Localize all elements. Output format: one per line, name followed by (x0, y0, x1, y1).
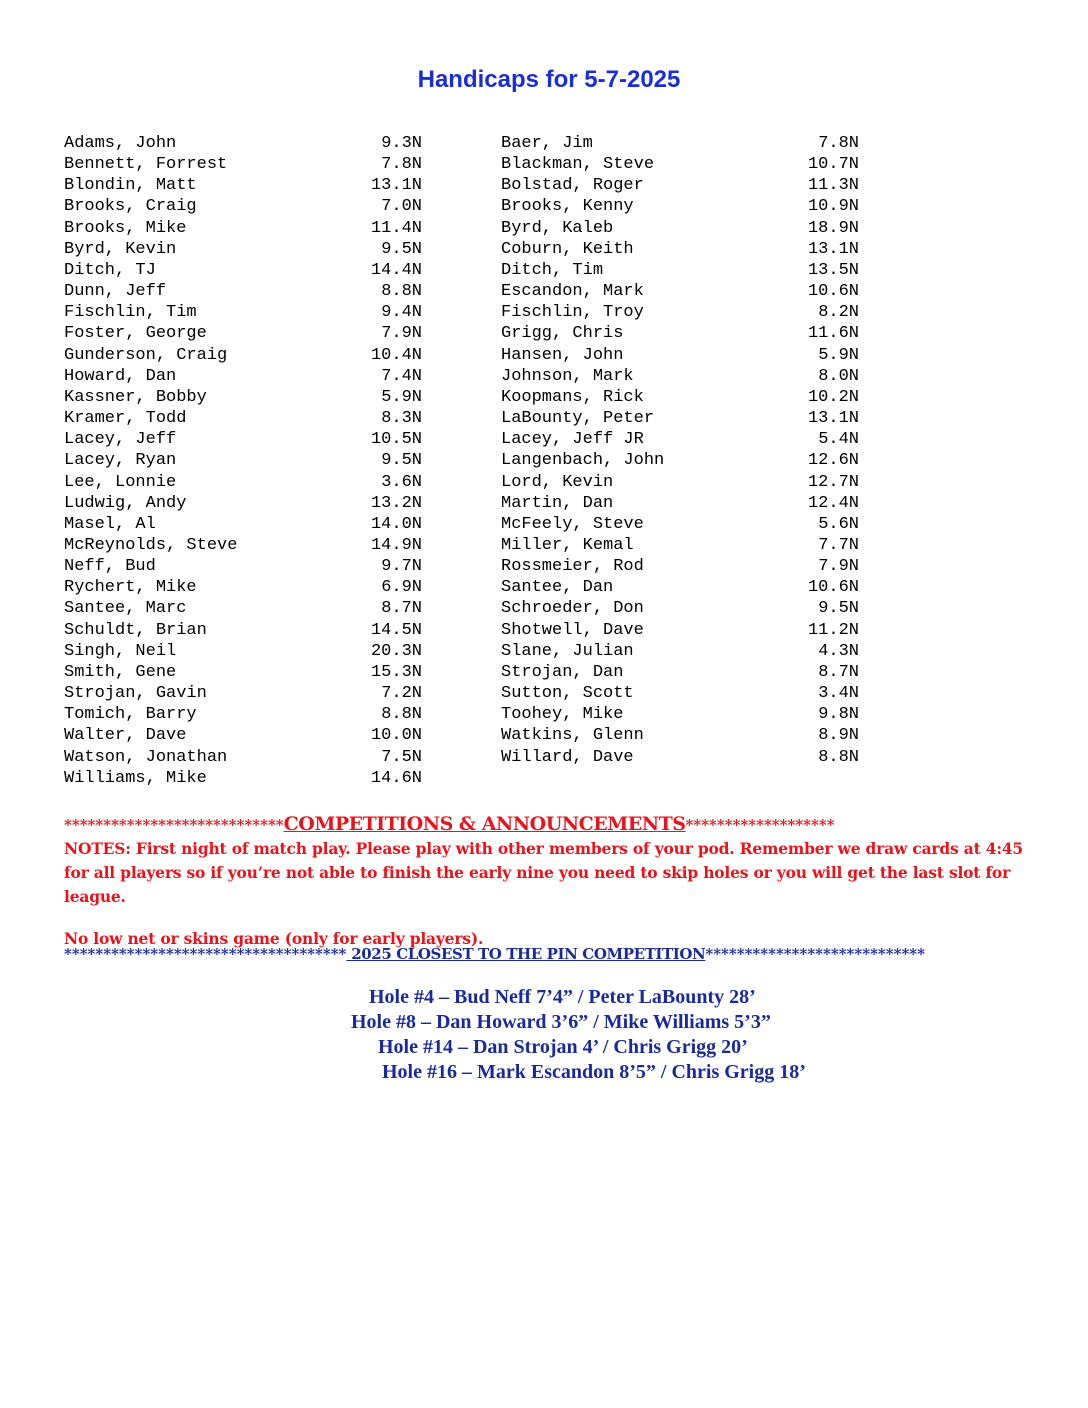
handicap-row (64, 598, 422, 619)
handicap-row (501, 281, 859, 302)
ctp-hole-16: Hole #16 – Mark Escandon 8’5” / Chris Grigg 18’ (382, 1061, 806, 1083)
player-handicap: 13.1N (807, 409, 859, 429)
player-name: Brooks, Mike (64, 218, 187, 238)
handicap-row (64, 366, 422, 387)
player-handicap: 14.0N (370, 514, 422, 534)
player-handicap: 10.2N (807, 387, 859, 407)
handicap-row (501, 577, 859, 598)
player-handicap: 10.9N (807, 197, 859, 217)
player-handicap: 7.9N (381, 324, 422, 344)
player-name: Baer, Jim (501, 134, 593, 153)
handicap-row (64, 704, 422, 725)
player-name: Santee, Marc (64, 599, 187, 619)
handicap-row (501, 662, 859, 683)
player-handicap: 4.3N (818, 641, 859, 661)
player-name: McReynolds, Steve (64, 535, 238, 555)
player-handicap: 11.2N (807, 620, 859, 640)
handicap-row (64, 281, 422, 302)
handicap-row (64, 514, 422, 535)
player-handicap: 9.5N (381, 451, 422, 471)
player-name: Blondin, Matt (64, 176, 197, 196)
player-handicap: 13.1N (370, 176, 422, 196)
banner-stars-right: ******************* (685, 816, 835, 834)
player-handicap: 7.4N (381, 366, 422, 386)
handicap-row (64, 133, 422, 154)
page-title: Handicaps for 5-7-2025 (417, 66, 681, 93)
player-handicap: 20.3N (370, 641, 422, 661)
player-name: Blackman, Steve (501, 155, 655, 175)
player-handicap: 8.7N (818, 662, 859, 682)
handicap-row (501, 472, 859, 493)
player-handicap: 11.3N (807, 176, 859, 196)
player-name: Strojan, Gavin (64, 684, 207, 704)
handicap-row (64, 450, 422, 471)
handicap-row (64, 387, 422, 408)
player-handicap: 10.5N (370, 430, 422, 450)
handicap-row (64, 154, 422, 175)
player-handicap: 7.7N (818, 535, 859, 555)
player-name: Langenbach, John (501, 451, 665, 471)
handicap-row (501, 620, 859, 641)
ctp-banner (64, 942, 1054, 966)
player-handicap: 5.4N (818, 430, 859, 450)
player-name: Slane, Julian (501, 641, 634, 661)
player-handicap: 5.9N (381, 387, 422, 407)
handicap-row (501, 429, 859, 450)
player-handicap: 13.2N (370, 493, 422, 513)
player-handicap: 10.0N (370, 726, 422, 746)
player-handicap: 9.5N (818, 599, 859, 619)
player-name: Watson, Jonathan (64, 747, 228, 767)
player-name: Adams, John (64, 134, 177, 153)
player-name: Lord, Kevin (501, 472, 614, 492)
handicap-row (501, 239, 859, 260)
player-handicap: 8.7N (381, 599, 422, 619)
handicap-row (501, 366, 859, 387)
handicap-row (501, 302, 859, 323)
player-name: Fischlin, Tim (64, 303, 197, 323)
player-handicap: 3.4N (818, 684, 859, 704)
handicap-row (64, 768, 422, 789)
handicap-row (501, 493, 859, 514)
player-name: Bolstad, Roger (501, 176, 644, 196)
player-handicap: 9.3N (381, 134, 422, 153)
ctp-hole-8: Hole #8 – Dan Howard 3’6” / Mike Williams 5’3” (351, 1011, 771, 1033)
handicap-row (501, 598, 859, 619)
player-name: Coburn, Keith (501, 239, 634, 259)
handicap-row (64, 175, 422, 196)
handicap-row (501, 175, 859, 196)
player-name: Lee, Lonnie (64, 472, 177, 492)
player-handicap: 12.6N (807, 451, 859, 471)
handicap-row (501, 725, 859, 746)
handicap-list-right (501, 133, 859, 768)
handicap-row (64, 641, 422, 662)
player-handicap: 7.8N (818, 134, 859, 153)
player-handicap: 13.5N (807, 260, 859, 280)
handicap-row (501, 556, 859, 577)
player-handicap: 8.8N (381, 705, 422, 725)
player-name: Smith, Gene (64, 662, 177, 682)
handicap-row (64, 429, 422, 450)
handicap-row (64, 556, 422, 577)
player-name: Rychert, Mike (64, 578, 197, 598)
handicap-row (501, 345, 859, 366)
player-name: Rossmeier, Rod (501, 557, 644, 577)
handicap-row (64, 683, 422, 704)
player-name: Watkins, Glenn (501, 726, 644, 746)
handicap-row (501, 514, 859, 535)
player-name: Howard, Dan (64, 366, 177, 386)
player-name: Masel, Al (64, 514, 156, 534)
player-name: Byrd, Kaleb (501, 218, 614, 238)
handicap-row (64, 493, 422, 514)
handicap-row (501, 260, 859, 281)
ctp-hole-14: Hole #14 – Dan Strojan 4’ / Chris Grigg 20’ (378, 1036, 748, 1058)
player-name: Grigg, Chris (501, 324, 624, 344)
player-name: Gunderson, Craig (64, 345, 228, 365)
player-name: Dunn, Jeff (64, 282, 167, 302)
handicap-row (501, 154, 859, 175)
player-name: Ludwig, Andy (64, 493, 187, 513)
handicap-row (64, 218, 422, 239)
player-handicap: 15.3N (370, 662, 422, 682)
handicap-row (64, 196, 422, 217)
handicap-row (64, 577, 422, 598)
player-handicap: 8.8N (381, 282, 422, 302)
player-handicap: 7.9N (818, 557, 859, 577)
handicap-row (64, 260, 422, 281)
player-handicap: 9.5N (381, 239, 422, 259)
player-handicap: 8.9N (818, 726, 859, 746)
handicap-row (501, 133, 859, 154)
player-handicap: 9.7N (381, 557, 422, 577)
player-name: Williams, Mike (64, 768, 207, 788)
player-handicap: 7.5N (381, 747, 422, 767)
player-handicap: 18.9N (807, 218, 859, 238)
handicap-row (64, 662, 422, 683)
banner-stars-left: **************************** (64, 816, 284, 834)
player-handicap: 9.8N (818, 705, 859, 725)
player-name: Shotwell, Dave (501, 620, 644, 640)
player-handicap: 8.0N (818, 366, 859, 386)
player-handicap: 6.9N (381, 578, 422, 598)
handicap-row (64, 725, 422, 746)
player-handicap: 10.6N (807, 282, 859, 302)
handicap-list-left (64, 133, 422, 789)
player-name: Hansen, John (501, 345, 624, 365)
handicap-row (501, 408, 859, 429)
player-name: Foster, George (64, 324, 207, 344)
player-handicap: 12.7N (807, 472, 859, 492)
player-name: Toohey, Mike (501, 705, 624, 725)
player-name: Brooks, Kenny (501, 197, 634, 217)
player-name: Lacey, Jeff (64, 430, 177, 450)
player-handicap: 12.4N (807, 493, 859, 513)
handicap-row (64, 472, 422, 493)
no-low-net-note: No low net or skins game (only for early players). (64, 929, 484, 948)
player-name: Martin, Dan (501, 493, 614, 513)
player-name: Koopmans, Rick (501, 387, 644, 407)
player-handicap: 13.1N (807, 239, 859, 259)
player-handicap: 5.9N (818, 345, 859, 365)
player-name: Byrd, Kevin (64, 239, 177, 259)
handicap-row (501, 641, 859, 662)
player-handicap: 10.7N (807, 155, 859, 175)
player-name: Neff, Bud (64, 557, 156, 577)
handicap-row (64, 323, 422, 344)
player-name: Tomich, Barry (64, 705, 197, 725)
player-handicap: 9.4N (381, 303, 422, 323)
player-name: Johnson, Mark (501, 366, 634, 386)
player-handicap: 14.6N (370, 768, 422, 788)
notes-paragraph: NOTES: First night of match play. Please play with other members of your pod. Remember we draw cards at 4:45 for all players so if you’re not able to finish the early nine you need to skip holes or you will get the last slot for league. (64, 839, 1024, 906)
player-handicap: 8.8N (818, 747, 859, 767)
handicap-row (64, 345, 422, 366)
handicap-row (64, 747, 422, 768)
player-name: Ditch, Tim (501, 260, 604, 280)
player-name: Schuldt, Brian (64, 620, 207, 640)
player-name: Ditch, TJ (64, 260, 156, 280)
player-handicap: 5.6N (818, 514, 859, 534)
handicap-row (501, 450, 859, 471)
handicap-row (64, 535, 422, 556)
handicap-row (501, 535, 859, 556)
player-handicap: 11.4N (370, 218, 422, 238)
player-name: Lacey, Ryan (64, 451, 177, 471)
player-name: Brooks, Craig (64, 197, 197, 217)
player-handicap: 10.6N (807, 578, 859, 598)
ctp-stars-left: ************************************ (64, 945, 347, 963)
player-name: Kassner, Bobby (64, 387, 207, 407)
player-name: Kramer, Todd (64, 409, 187, 429)
handicap-row (501, 196, 859, 217)
player-name: Fischlin, Troy (501, 303, 644, 323)
player-name: Sutton, Scott (501, 684, 634, 704)
handicap-row (501, 704, 859, 725)
player-name: LaBounty, Peter (501, 409, 655, 429)
ctp-stars-right: **************************** (705, 945, 925, 963)
announcements-heading: COMPETITIONS & ANNOUNCEMENTS (283, 813, 686, 835)
player-name: Strojan, Dan (501, 662, 624, 682)
handicap-row (64, 302, 422, 323)
player-handicap: 14.9N (370, 535, 422, 555)
player-name: Schroeder, Don (501, 599, 644, 619)
player-handicap: 8.2N (818, 303, 859, 323)
player-handicap: 7.2N (381, 684, 422, 704)
player-name: Lacey, Jeff JR (501, 430, 644, 450)
handicap-row (64, 620, 422, 641)
player-name: Miller, Kemal (501, 535, 634, 555)
player-handicap: 8.3N (381, 409, 422, 429)
player-name: Santee, Dan (501, 578, 614, 598)
ctp-hole-4: Hole #4 – Bud Neff 7’4” / Peter LaBounty 28’ (369, 986, 756, 1008)
player-handicap: 14.5N (370, 620, 422, 640)
player-handicap: 7.0N (381, 197, 422, 217)
handicap-row (501, 683, 859, 704)
player-handicap: 11.6N (807, 324, 859, 344)
player-name: Singh, Neil (64, 641, 177, 661)
player-name: Escandon, Mark (501, 282, 644, 302)
player-handicap: 3.6N (381, 472, 422, 492)
handicap-row (501, 387, 859, 408)
player-handicap: 14.4N (370, 260, 422, 280)
player-name: Willard, Dave (501, 747, 634, 767)
player-name: Walter, Dave (64, 726, 187, 746)
player-name: McFeely, Steve (501, 514, 644, 534)
player-name: Bennett, Forrest (64, 155, 228, 175)
ctp-heading: 2025 CLOSEST TO THE PIN COMPETITION (346, 945, 706, 963)
player-handicap: 7.8N (381, 155, 422, 175)
player-handicap: 10.4N (370, 345, 422, 365)
handicap-row (501, 747, 859, 768)
announcements-banner (64, 812, 1044, 837)
handicap-row (64, 239, 422, 260)
handicap-row (501, 218, 859, 239)
handicap-row (501, 323, 859, 344)
handicap-row (64, 408, 422, 429)
